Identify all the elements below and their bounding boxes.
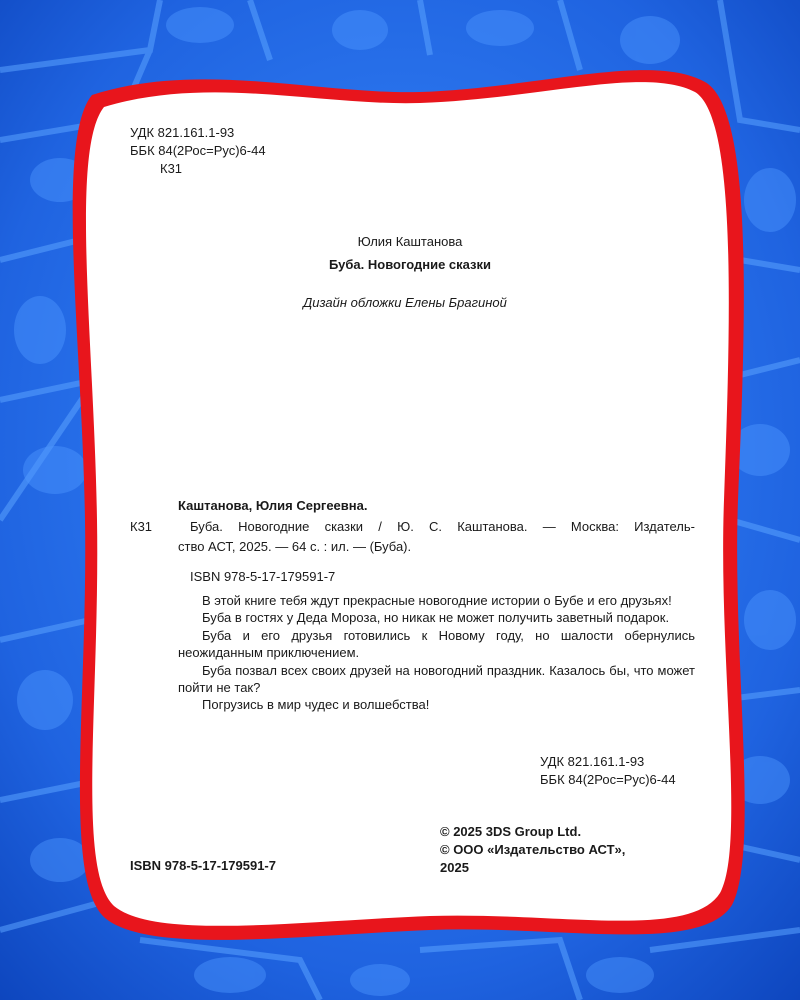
author-full-name: Каштанова, Юлия Сергеевна. — [178, 498, 368, 513]
copyright-line-1: © 2025 3DS Group Ltd. — [440, 824, 582, 839]
author-mark-record: К31 — [130, 519, 153, 534]
cover-designer-name: Елены Брагиной — [405, 295, 507, 310]
cover-design-credit — [230, 294, 580, 311]
bbk-top: ББК 84(2Рос=Рус)6-44 — [130, 143, 266, 158]
udk-bottom: УДК 821.161.1-93 — [540, 754, 645, 769]
bbk-bottom: ББК 84(2Рос=Рус)6-44 — [540, 772, 676, 787]
isbn-footer: ISBN 978-5-17-179591-7 — [130, 858, 276, 873]
annotation-paragraph: Буба и его друзья готовились к Новому году, но шалости обернулись неожиданным приключением. — [178, 627, 695, 661]
udk-top: УДК 821.161.1-93 — [130, 125, 235, 140]
description-line-2: ство АСТ, 2025. — 64 с. : ил. — (Буба). — [178, 539, 412, 554]
annotation-paragraph: Буба позвал всех своих друзей на новогодний праздник. Казалось бы, что может пойти не так? — [178, 662, 695, 696]
annotation-paragraph: Буба в гостях у Деда Мороза, но никак не может получить заветный подарок. — [202, 610, 670, 626]
author-name: Юлия Каштанова — [357, 234, 463, 249]
isbn-record: ISBN 978-5-17-179591-7 — [190, 569, 336, 584]
book-title: Буба. Новогодние сказки — [328, 257, 491, 272]
annotation — [178, 592, 695, 714]
annotation-paragraph: В этой книге тебя ждут прекрасные новогодние истории о Бубе и его друзьях! — [202, 593, 672, 608]
annotation-paragraph: Погрузись в мир чудес и волшебства! — [202, 697, 430, 713]
copyright-line-2: © ООО «Издательство АСТ», — [440, 842, 626, 857]
cover-design-prefix: Дизайн обложки — [303, 295, 402, 310]
author-mark-top: К31 — [160, 161, 183, 176]
description-line-1: Буба. Новогодние сказки / Ю. С. Каштанова. — Москва: Издатель- — [190, 519, 695, 534]
copyright-line-3: 2025 — [440, 860, 469, 875]
